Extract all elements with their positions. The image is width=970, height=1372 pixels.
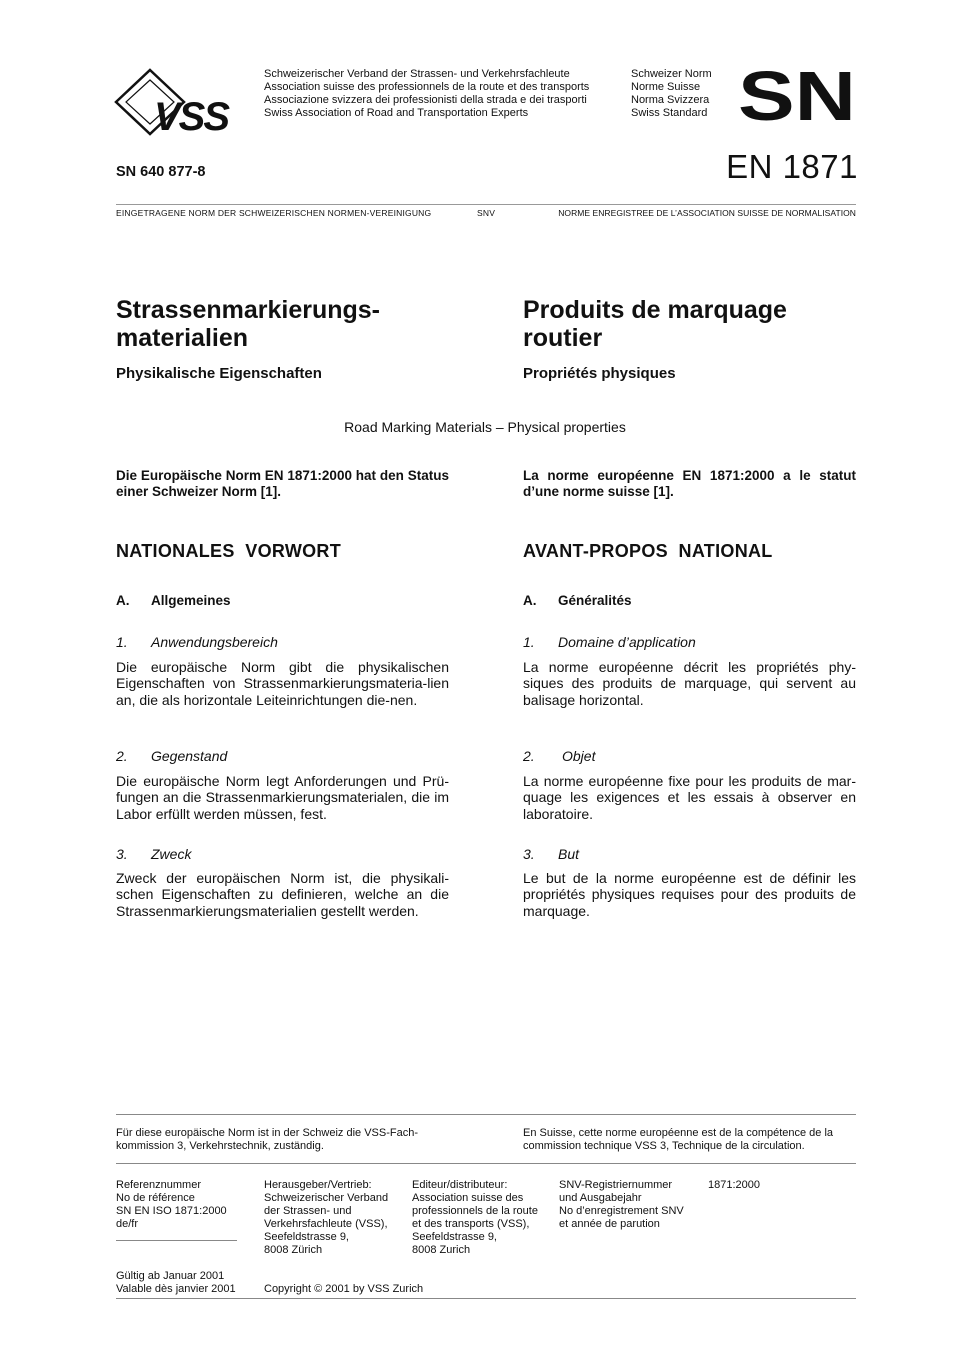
title-fr-line-1: Produits de marquage xyxy=(523,296,787,324)
copyright: Copyright © 2001 by VSS Zurich xyxy=(264,1283,424,1295)
subsection-fr-number: A. xyxy=(523,593,537,608)
registered-mid: SNV xyxy=(477,208,496,218)
status-fr: La norme européenne EN 1871:2000 a le statut d’une norme suisse [1]. xyxy=(523,468,856,499)
title-de-line-2: materialien xyxy=(116,324,249,352)
item-fr-3-text: Le but de la norme européenne est de définir les propriétés physiques requises pour des produits de marquage. xyxy=(523,870,856,919)
snv-value: 1871:2000 xyxy=(708,1179,760,1191)
publisher-block: Herausgeber/Vertrieb: Schweizerischer Verband der Strassen- und Verkehrsfachleute (VSS), Seefeldstrasse 9, 8008 Zürich xyxy=(264,1179,389,1256)
item-fr-2-heading: 2. Objet xyxy=(523,748,596,764)
status-de: Die Europäische Norm EN 1871:2000 hat den Status einer Schweizer Norm [1]. xyxy=(116,468,449,499)
item-de-2-heading: 2. Gegenstand xyxy=(116,748,228,764)
svg-text:SN: SN xyxy=(740,60,856,126)
item-fr-1-text: La norme européenne décrit les propriétés phy-siques des produits de marquage, qui servent au balisage horizontal. xyxy=(523,659,856,708)
editor-block: Editeur/distributeur: Association suisse des professionnels de la route et des transports (VSS), Seefeldstrasse 9, 8008 Zurich xyxy=(412,1179,538,1256)
svg-text:VSS: VSS xyxy=(154,95,229,136)
association-name-it: Associazione svizzera dei professionisti della strada e dei trasporti xyxy=(264,94,587,106)
item-de-3-text: Zweck der europäischen Norm ist, die physikali-schen Eigenschaften zu definieren, welche an die Strassenmarkierungsmaterialien gestellt werden. xyxy=(116,870,449,919)
subsection-de-number: A. xyxy=(116,593,130,608)
item-de-2-text: Die europäische Norm legt Anforderungen und Prü-fungen an die Strassenmarkierungsmaterialen, die im Labor erfüllt werden müssen, fest. xyxy=(116,773,449,822)
footer-rule-top xyxy=(116,1114,856,1115)
norm-name-en: Swiss Standard xyxy=(631,107,708,119)
title-en: Road Marking Materials – Physical properties xyxy=(344,419,626,435)
item-fr-2-text: La norme européenne fixe pour les produits de mar-quage les exigences et les essais à observer en laboratoire. xyxy=(523,773,856,822)
title-fr-line-2: routier xyxy=(523,324,603,352)
footer-rule-bottom xyxy=(116,1298,856,1299)
subtitle-fr: Propriétés physiques xyxy=(523,365,676,382)
item-fr-3-heading: 3. But xyxy=(523,846,580,862)
association-names xyxy=(264,68,589,120)
en-number: EN 1871 xyxy=(726,148,858,185)
competence-de: Für diese europäische Norm ist in der Schweiz die VSS-Fach- kommission 3, Verkehrstechnik, zuständig. xyxy=(116,1127,419,1152)
vss-logo xyxy=(114,68,259,136)
reference-underline xyxy=(116,1240,237,1241)
reference-block: Referenznummer No de référence SN EN ISO 1871:2000 de/fr xyxy=(116,1179,227,1230)
norm-name-de: Schweizer Norm xyxy=(631,68,712,80)
snv-block: SNV-Registriernummer und Ausgabejahr No d’enregistrement SNV et année de parution xyxy=(559,1179,684,1230)
item-fr-1-heading: 1. Domaine d’application xyxy=(523,634,696,650)
subsection-fr-title: Généralités xyxy=(558,593,632,608)
item-de-1-text: Die europäische Norm gibt die physikalischen Eigenschaften von Strassenmarkierungsmateria-lien an, die als horizontale Leiteinrichtungen die-nen. xyxy=(116,659,449,708)
subsection-de-title: Allgemeines xyxy=(151,593,231,608)
subsection-de xyxy=(116,593,231,608)
norm-name-it: Norma Svizzera xyxy=(631,94,710,106)
association-name-fr: Association suisse des professionnels de la route et des transports xyxy=(264,81,590,93)
footer-rule-mid xyxy=(116,1163,856,1164)
section-title-de: NATIONALES VORWORT xyxy=(116,541,342,561)
item-de-1-heading: 1. Anwendungsbereich xyxy=(116,634,278,650)
competence-fr: En Suisse, cette norme européenne est de la compétence de la commission technique VSS 3, Technique de la circulation. xyxy=(523,1127,834,1152)
association-name-en: Swiss Association of Road and Transportation Experts xyxy=(264,107,529,119)
title-fr xyxy=(523,296,787,382)
norm-names xyxy=(631,68,712,120)
association-name-de: Schweizerischer Verband der Strassen- und Verkehrsfachleute xyxy=(264,68,570,80)
registered-right: NORME ENREGISTREE DE L’ASSOCIATION SUISSE DE NORMALISATION xyxy=(558,208,856,218)
norm-name-fr: Norme Suisse xyxy=(631,81,701,93)
subtitle-de: Physikalische Eigenschaften xyxy=(116,365,322,382)
header-rule xyxy=(116,204,856,205)
sn-logo xyxy=(740,60,858,126)
validity: Gültig ab Januar 2001 Valable dès janvier 2001 xyxy=(116,1270,236,1295)
registered-left: EINGETRAGENE NORM DER SCHWEIZERISCHEN NORMEN-VEREINIGUNG xyxy=(116,208,432,218)
title-de-line-1: Strassenmarkierungs- xyxy=(116,296,381,324)
title-de xyxy=(116,296,380,382)
section-title-fr: AVANT-PROPOS NATIONAL xyxy=(523,541,773,561)
doc-number: SN 640 877-8 xyxy=(116,164,206,180)
item-de-3-heading: 3. Zweck xyxy=(116,846,192,862)
subsection-fr xyxy=(523,593,632,608)
